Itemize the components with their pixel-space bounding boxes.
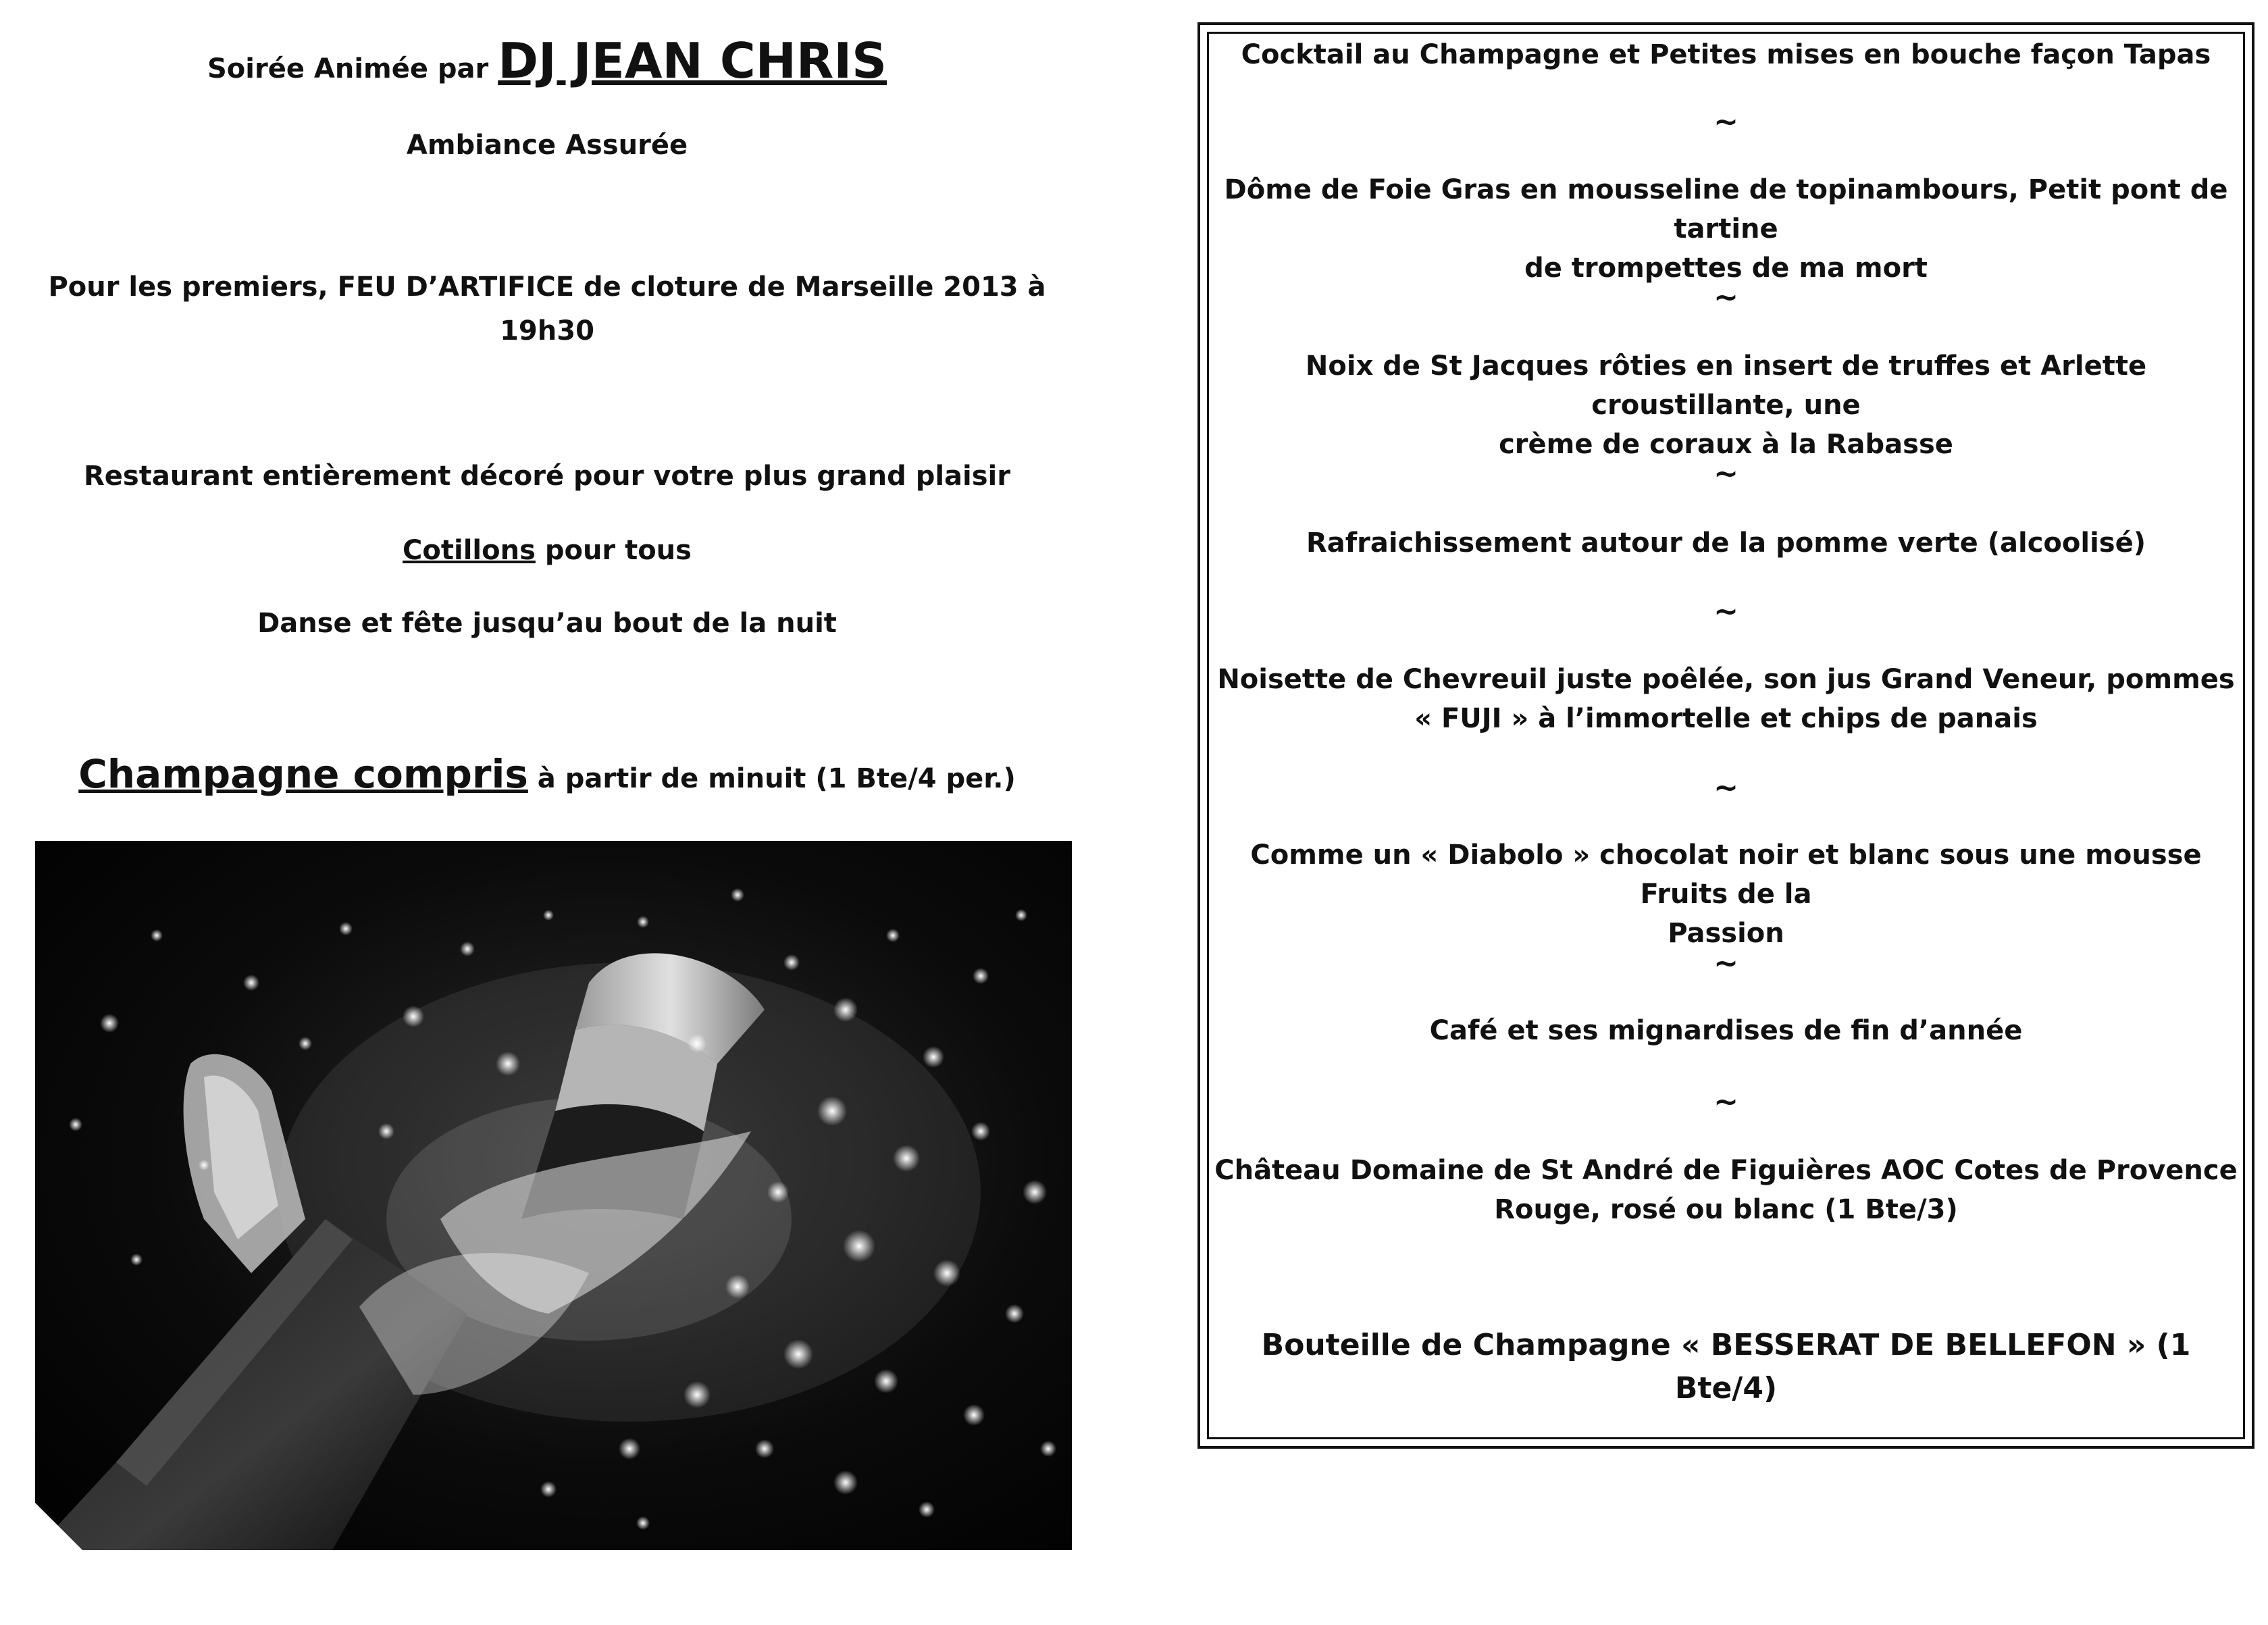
fireworks-line-1: Pour les premiers, FEU D’ARTIFICE de cloture de Marseille 2013 à (48, 272, 1046, 303)
menu-item-rafraichissement: Rafraichissement autour de la pomme verte (alcoolisé) (1306, 527, 2146, 559)
champagne-splash-image (35, 841, 1072, 1550)
menu-separator: ~ (1713, 771, 1738, 805)
cotillons-word: Cotillons (403, 535, 536, 566)
menu-separator: ~ (1713, 280, 1738, 315)
menu-item-champagne-bottle: Bouteille de Champagne « BESSERAT DE BELLEFON » (1 Bte/4) (1261, 1328, 2191, 1405)
menu-item-chevreuil (1200, 660, 2252, 738)
cotillons-suffix: pour tous (544, 535, 692, 566)
menu-item-chateau-line1: Château Domaine de St André de Figuières AOC Cotes de Provence (1214, 1155, 2238, 1186)
dj-name: DJ JEAN CHRIS (498, 32, 887, 89)
champagne-line (27, 750, 1067, 799)
restaurant-line: Restaurant entièrement décoré pour votre plus grand plaisir (84, 461, 1010, 492)
ambiance-line: Ambiance Assurée (406, 130, 688, 161)
menu-item-chateau-line2: Rouge, rosé ou blanc (1 Bte/3) (1494, 1194, 1958, 1225)
danse-line: Danse et fête jusqu’au bout de la nuit (257, 608, 837, 639)
menu-item-foie-gras-line1: Dôme de Foie Gras en mousseline de topinambours, Petit pont de tartine (1224, 174, 2228, 244)
menu-item-foie-gras (1200, 170, 2252, 288)
menu-item-cocktail: Cocktail au Champagne et Petites mises en bouche façon Tapas (1241, 39, 2211, 70)
menu-item-chevreuil-line1: Noisette de Chevreuil juste poêlée, son jus Grand Veneur, pommes (1217, 664, 2235, 695)
menu-separator: ~ (1713, 946, 1738, 981)
menu-item-chevreuil-line2: « FUJI » à l’immortelle et chips de panais (1414, 703, 2038, 734)
menu-item-diabolo-line2: Passion (1668, 918, 1784, 949)
cotillons-line (27, 534, 1067, 567)
dj-heading (27, 30, 1067, 91)
menu-item-diabolo (1200, 835, 2252, 953)
menu-separator: ~ (1713, 457, 1738, 491)
menu-item-foie-gras-line2: de trompettes de ma mort (1524, 253, 1928, 284)
menu-frame (1197, 22, 2254, 1449)
menu-item-st-jacques-line1: Noix de St Jacques rôties en insert de truffes et Arlette croustillante, une (1305, 351, 2147, 421)
fireworks-line-2: 19h30 (500, 315, 594, 346)
menu-item-cafe: Café et ses mignardises de fin d’année (1429, 1015, 2023, 1046)
menu-item-st-jacques-line2: crème de coraux à la Rabasse (1499, 429, 1953, 460)
champagne-strong: Champagne compris (78, 751, 528, 797)
menu-item-chateau (1200, 1151, 2252, 1229)
menu-separator: ~ (1713, 594, 1738, 629)
menu-separator: ~ (1713, 105, 1738, 139)
menu-item-diabolo-line1: Comme un « Diabolo » chocolat noir et blanc sous une mousse Fruits de la (1250, 840, 2202, 910)
champagne-suffix: à partir de minuit (1 Bte/4 per.) (537, 763, 1016, 794)
menu-item-st-jacques (1200, 346, 2252, 464)
champagne-cork-photo (35, 841, 1072, 1550)
menu-separator: ~ (1713, 1085, 1738, 1119)
soiree-prefix: Soirée Animée par (207, 53, 489, 84)
